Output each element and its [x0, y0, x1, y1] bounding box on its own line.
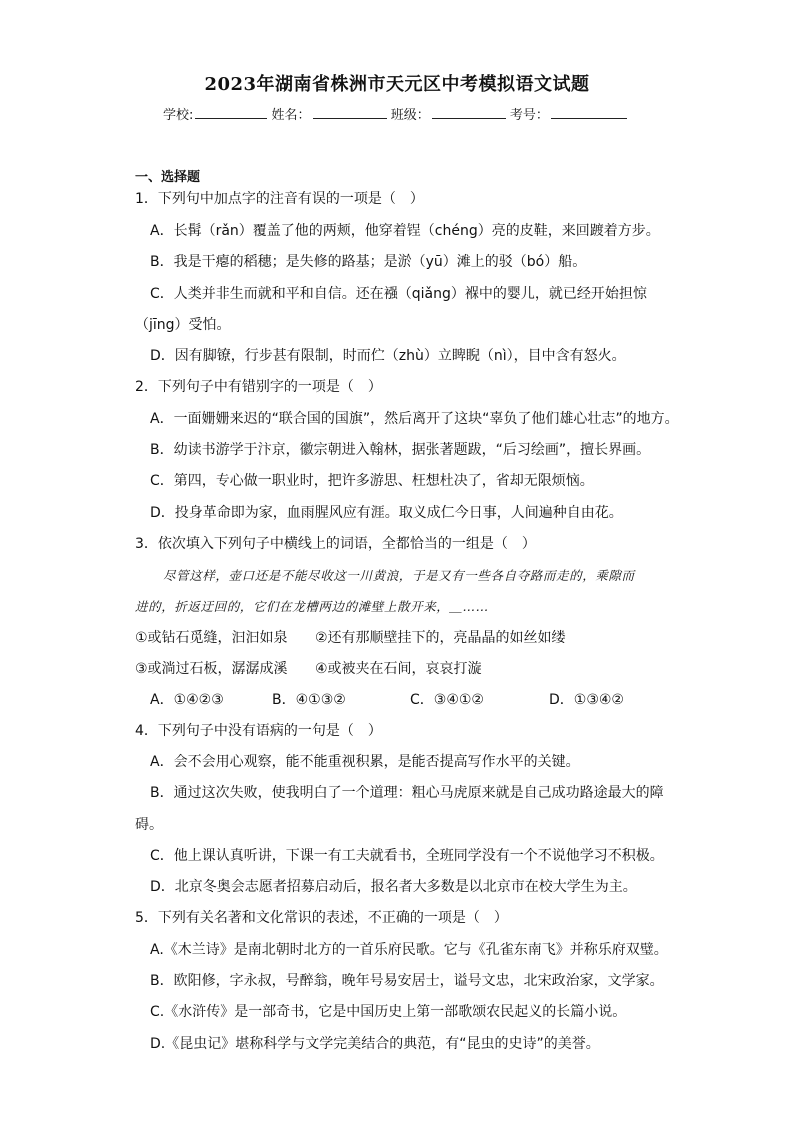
- q5-option-b: B．欧阳修，字永叔，号醉翁，晚年号易安居士，谥号文忠，北宋政治家，文学家。: [150, 973, 664, 989]
- q3-option-a: A．①④②③: [150, 692, 224, 708]
- class-label: 班级：: [390, 108, 430, 123]
- q5-option-d: D.《昆虫记》堪称科学与文学完美结合的典范，有“昆虫的史诗”的美誉。: [150, 1036, 600, 1052]
- q3-item-3: ③或淌过石板，潺潺成溪: [135, 661, 288, 677]
- q1-stem: 1．下列句中加点字的注音有误的一项是（ ）: [135, 191, 424, 207]
- name-label: 姓名：: [271, 108, 311, 123]
- exam-no-blank[interactable]: [551, 106, 627, 119]
- q2-stem: 2．下列句子中有错别字的一项是（ ）: [135, 379, 382, 395]
- q4-option-b-line1: B．通过这次失败，使我明白了一个道理：粗心马虎原来就是自己成功路途最大的障: [150, 785, 664, 801]
- q1-option-d: D．因有脚镣，行步甚有限制，时而伫（zhù）立睥睨（nì），目中含有怒火。: [150, 348, 626, 364]
- q2-option-d: D．投身革命即为家，血雨腥风应有涯。取义成仁今日事，人间遍种自由花。: [150, 505, 623, 521]
- q4-option-a: A．会不会用心观察，能不能重视积累，是能否提高写作水平的关键。: [150, 754, 580, 770]
- q5-option-c: C.《水浒传》是一部奇书，它是中国历史上第一部歌颂农民起义的长篇小说。: [150, 1004, 627, 1020]
- name-blank[interactable]: [313, 106, 387, 119]
- student-info-line: [163, 104, 627, 123]
- q3-passage-line1: 尽管这样，壶口还是不能尽收这一川黄浪，于是又有一些各自夺路而走的，乘隙而: [163, 568, 635, 583]
- q4-option-b-line2: 碍。: [135, 817, 163, 833]
- q3-option-b: B．④①③②: [272, 692, 346, 708]
- q5-stem: 5．下列有关名著和文化常识的表述，不正确的一项是（ ）: [135, 910, 508, 926]
- q2-option-c: C．第四，专心做一职业时，把许多游思、枉想杜决了，省却无限烦恼。: [150, 473, 594, 489]
- q2-option-b: B．幼读书游学于汴京，徽宗朝进入翰林，据张著题跋，“后习绘画”，擅长界画。: [150, 442, 651, 458]
- q2-option-a: A．一面姗姗来迟的“联合国的国旗”，然后离开了这块“辜负了他们雄心壮志”的地方。: [150, 411, 679, 427]
- q1-option-c-line2: （jīng）受怕。: [135, 317, 231, 333]
- q1-option-a: A．长髯（rǎn）覆盖了他的两颊，他穿着锃（chéng）亮的皮鞋，来回踱着方步。: [150, 223, 660, 239]
- exam-title: 2023年湖南省株洲市天元区中考模拟语文试题: [204, 74, 590, 95]
- school-label: 学校:: [163, 108, 194, 123]
- q1-option-b: B．我是干瘪的稻穗；是失修的路基；是淤（yū）滩上的驳（bó）船。: [150, 254, 587, 270]
- q3-item-2: ②还有那顺壁挂下的，亮晶晶的如丝如缕: [315, 630, 566, 646]
- q3-item-4: ④或被夹在石间，哀哀打漩: [315, 661, 482, 677]
- q3-option-d: D．①③④②: [549, 692, 624, 708]
- class-blank[interactable]: [432, 106, 506, 119]
- q4-stem: 4．下列句子中没有语病的一句是（ ）: [135, 723, 382, 739]
- q3-passage-line2: 进的，折返迂回的，它们在龙槽两边的滩壁上散开来，＿……: [135, 599, 489, 614]
- q4-option-d: D．北京冬奥会志愿者招募启动后，报名者大多数是以北京市在校大学生为主。: [150, 879, 637, 895]
- section-heading: 一、选择题: [135, 170, 201, 185]
- school-blank[interactable]: [195, 106, 267, 119]
- q3-stem: 3．依次填入下列句子中横线上的词语，全都恰当的一组是（ ）: [135, 536, 536, 552]
- q4-option-c: C．他上课认真听讲，下课一有工夫就看书，全班同学没有一个不说他学习不积极。: [150, 848, 664, 864]
- q3-item-1: ①或钻石觅缝，汩汩如泉: [135, 630, 288, 646]
- q1-option-c-line1: C．人类并非生而就和平和自信。还在襁（qiǎng）褓中的婴儿，就已经开始担惊: [150, 286, 647, 302]
- exam-no-label: 考号：: [509, 108, 549, 123]
- q3-option-c: C．③④①②: [410, 692, 484, 708]
- q5-option-a: A.《木兰诗》是南北朝时北方的一首乐府民歌。它与《孔雀东南飞》并称乐府双璧。: [150, 942, 668, 958]
